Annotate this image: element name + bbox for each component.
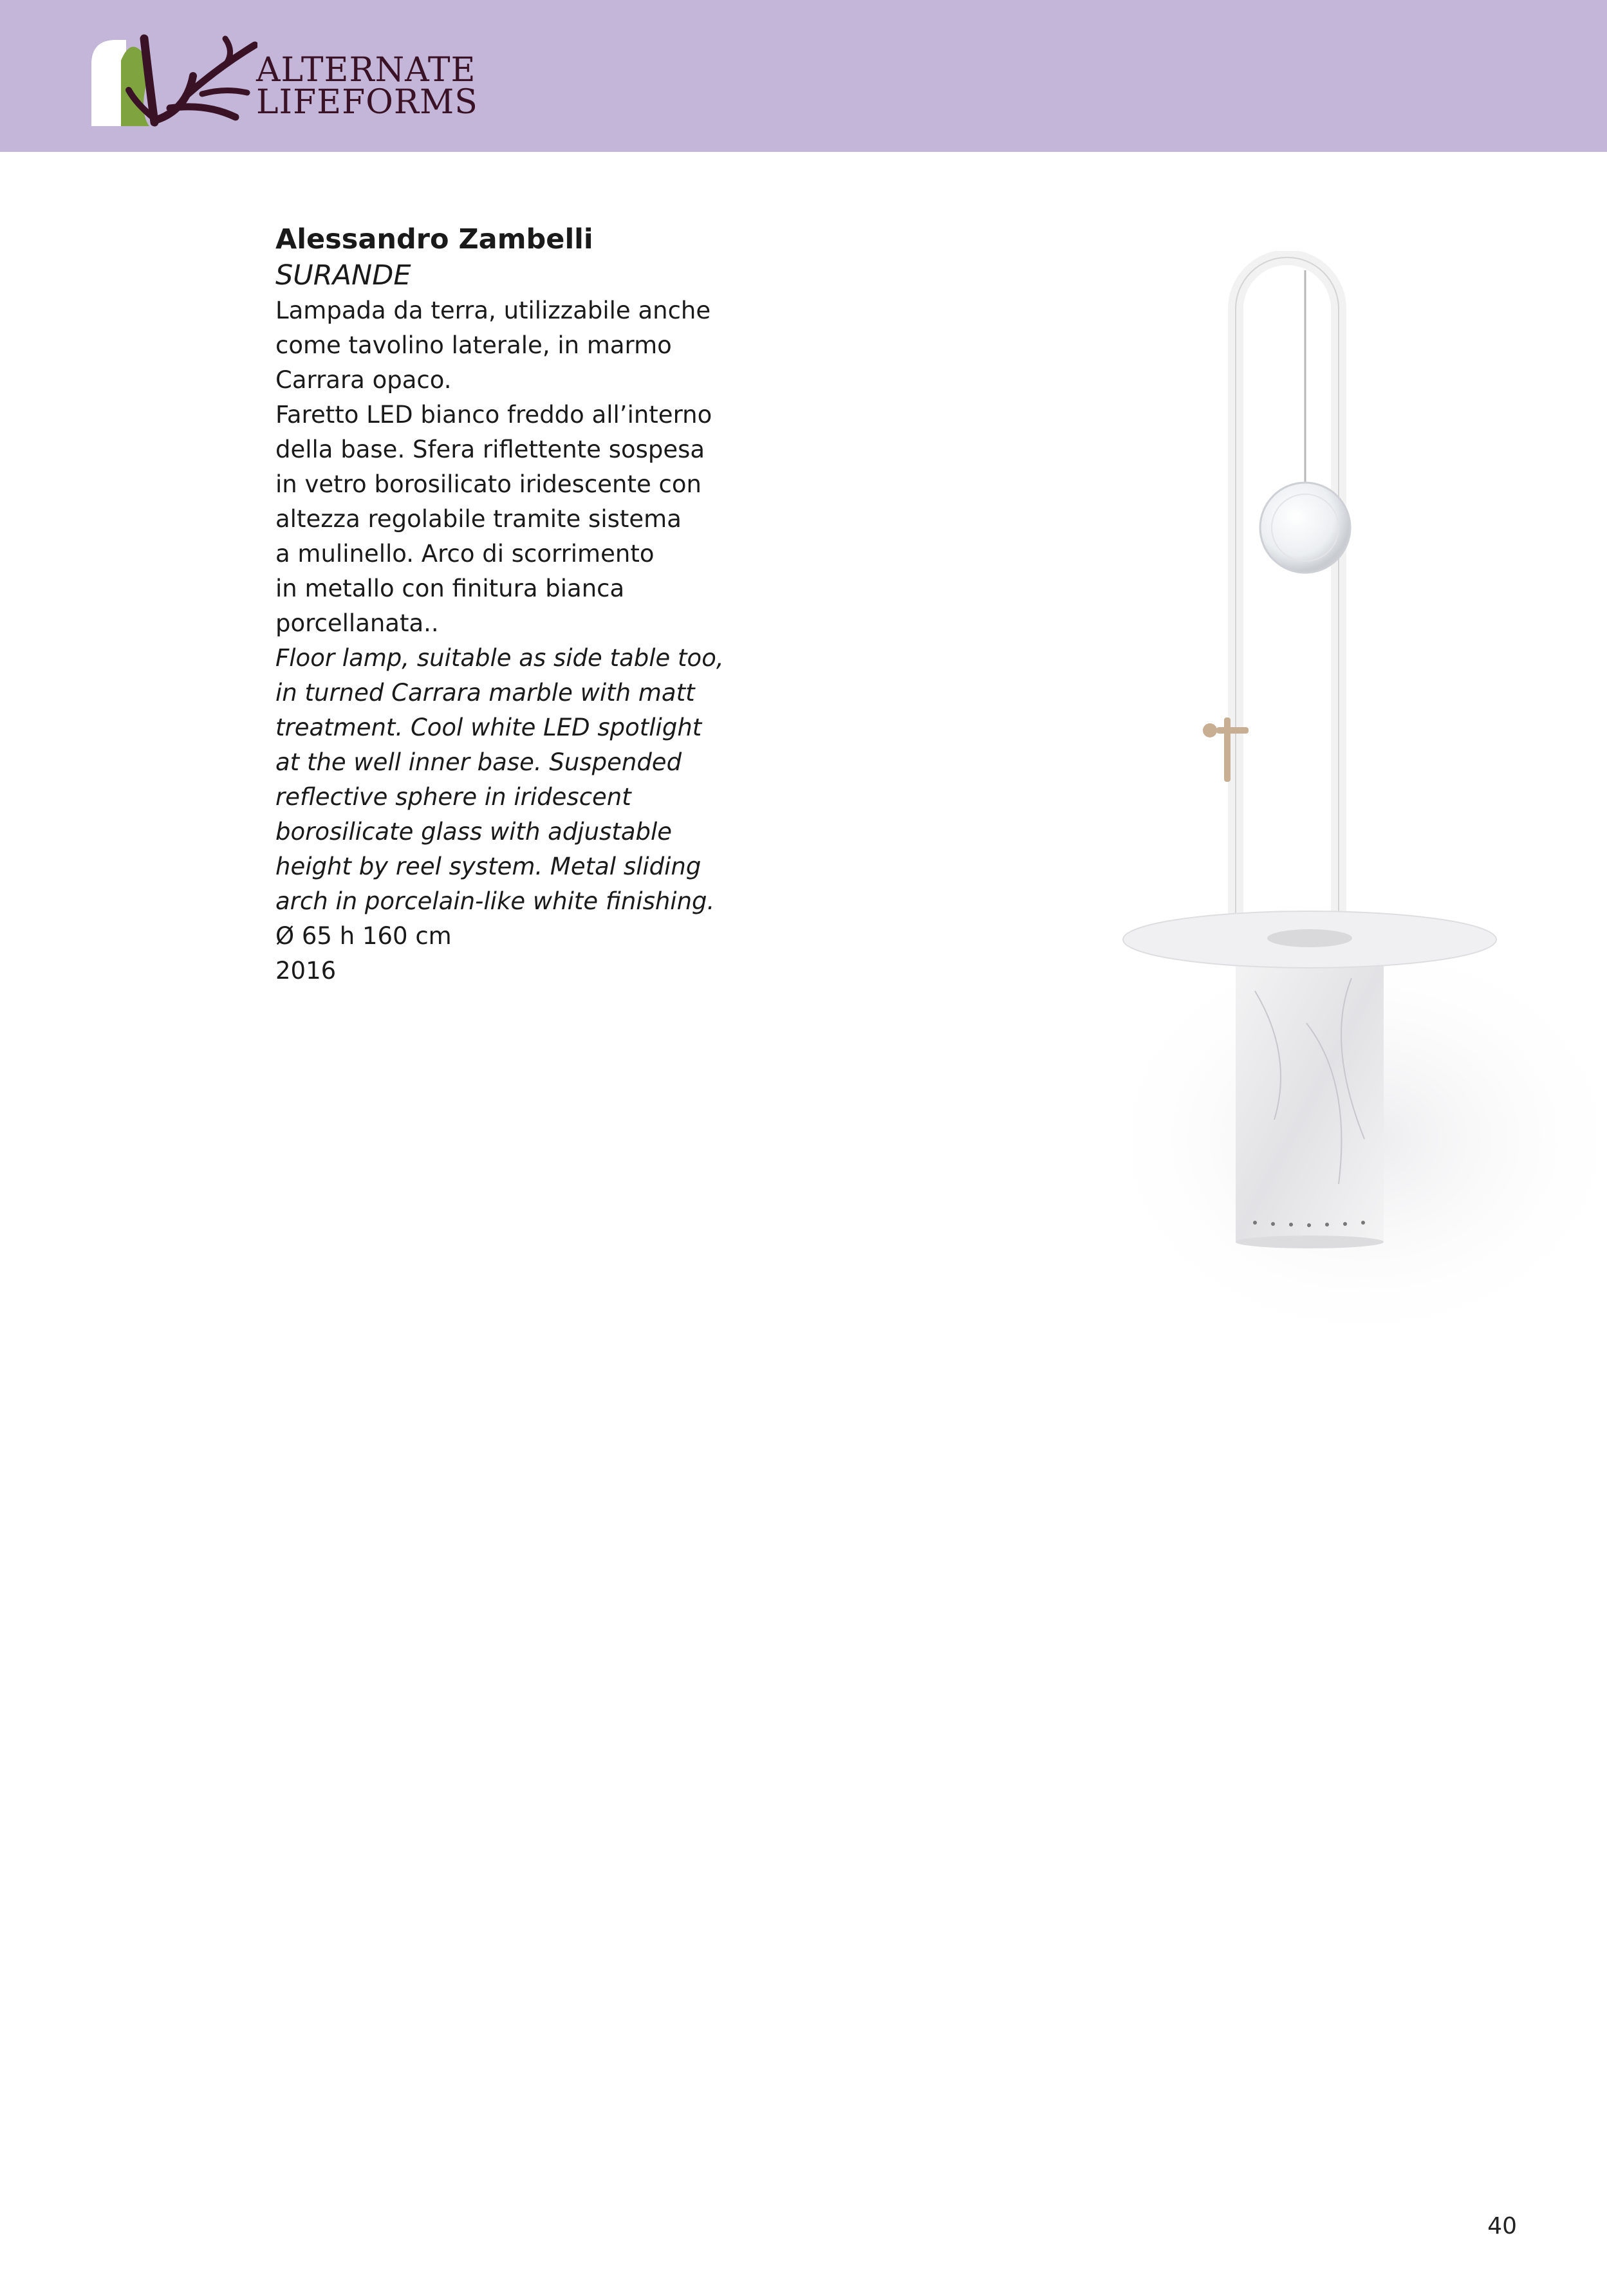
description-line: borosilicate glass with adjustable	[275, 818, 673, 846]
description-line: della base. Sfera riflettente sospesa	[275, 436, 705, 463]
description-english	[275, 641, 777, 919]
description-line: altezza regolabile tramite sistema	[275, 505, 682, 533]
description-line: arch in porcelain-like white finishing.	[275, 887, 715, 915]
description-line: Carrara opaco.	[275, 366, 452, 394]
description-italian	[275, 293, 777, 641]
description-line: at the well inner base. Suspended	[275, 748, 682, 776]
description-line: Lampada da terra, utilizzabile anche	[275, 297, 711, 324]
description-line: in metallo con finitura bianca	[275, 575, 625, 602]
description-line: porcellanata..	[275, 609, 439, 637]
description-line: Floor lamp, suitable as side table too,	[275, 644, 724, 672]
product-photo-lamp	[1017, 251, 1607, 1384]
alternate-lifeforms-logo-icon	[90, 26, 257, 129]
description-line: reflective sphere in iridescent	[275, 783, 631, 811]
description-line: come tavolino laterale, in marmo	[275, 331, 672, 359]
logo-line-2: LIFEFORMS	[256, 83, 478, 122]
catalog-entry	[275, 221, 777, 988]
description-line: a mulinello. Arco di scorrimento	[275, 540, 655, 568]
logo-line-1: ALTERNATE	[256, 51, 476, 89]
dimensions: Ø 65 h 160 cm	[275, 922, 452, 950]
description-line: height by reel system. Metal sliding	[275, 853, 701, 880]
description-line: in turned Carrara marble with matt	[275, 679, 695, 707]
description-line: in vetro borosilicato iridescente con	[275, 470, 701, 498]
description-line: Faretto LED bianco freddo all’interno	[275, 401, 712, 429]
description-line: treatment. Cool white LED spotlight	[275, 714, 702, 741]
designer-name: Alessandro Zambelli	[275, 223, 593, 255]
page-number: 40	[1487, 2213, 1517, 2239]
header-bar	[0, 0, 1607, 152]
year: 2016	[275, 957, 337, 985]
product-title: SURANDE	[275, 259, 411, 292]
logo-wordmark	[256, 51, 478, 122]
